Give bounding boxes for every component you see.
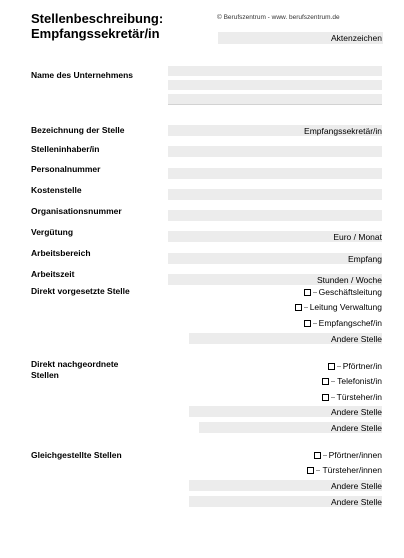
option-label: Pförtner/innen [328,450,382,460]
copyright-notice: © Berufszentrum - www. berufszentrum.de [217,14,340,21]
subordinate-label-line-2: Stellen [31,370,59,380]
cost-center-field[interactable] [168,189,382,200]
aktenzeichen-label: Aktenzeichen [330,33,382,43]
peer-option[interactable] [314,450,382,461]
checkbox-icon[interactable] [314,452,321,459]
company-field-1[interactable] [168,66,382,76]
subordinate-label-line-1: Direkt nachgeordnete [31,359,119,369]
option-label: Türsteher/innen [322,465,382,475]
dash-icon [304,307,308,308]
checkbox-icon[interactable] [307,467,314,474]
pay-label: Vergütung [31,227,74,237]
company-field-2[interactable] [168,80,382,90]
option-label: Empfangschef/in [318,318,382,328]
subordinate-option[interactable] [322,392,382,403]
title-line-2: Empfangssekretär/in [31,26,160,41]
supervisor-option[interactable] [304,318,382,329]
org-no-field[interactable] [168,210,382,221]
holder-label: Stelleninhaber/in [31,144,100,154]
peer-option[interactable] [307,465,382,476]
document-title [31,11,163,41]
checkbox-icon[interactable] [328,363,335,370]
dash-icon [316,470,320,471]
hours-label: Arbeitszeit [31,269,75,279]
personnel-no-field[interactable] [168,168,382,179]
holder-field[interactable] [168,146,382,157]
org-no-label: Organisationsnummer [31,206,122,216]
position-label: Bezeichnung der Stelle [31,125,125,135]
checkbox-icon[interactable] [304,320,311,327]
peers-label: Gleichgestellte Stellen [31,450,122,460]
option-label: Pförtner/in [342,361,382,371]
subordinate-label [31,359,118,381]
option-label: Türsteher/in [336,392,382,402]
dash-icon [313,323,317,324]
dash-icon [323,455,327,456]
dash-icon [337,366,341,367]
company-field-3[interactable] [168,94,382,104]
company-label: Name des Unternehmens [31,70,134,80]
dash-icon [331,381,335,382]
title-line-1: Stellenbeschreibung: [31,11,164,26]
supervisor-option[interactable] [295,302,382,313]
supervisor-other-label: Andere Stelle [330,334,382,344]
subordinate-option[interactable] [322,376,382,387]
dash-icon [313,292,317,293]
personnel-no-label: Personalnummer [31,164,101,174]
dash-icon [331,397,335,398]
supervisor-label: Direkt vorgesetzte Stelle [31,286,130,296]
checkbox-icon[interactable] [304,289,311,296]
cost-center-label: Kostenstelle [31,185,82,195]
company-underline [168,104,382,105]
option-label: Telefonist/in [337,376,382,386]
subordinate-other-label-2: Andere Stelle [330,423,382,433]
hours-value: Stunden / Woche [316,275,382,285]
peer-other-label-2: Andere Stelle [330,497,382,507]
checkbox-icon[interactable] [322,394,329,401]
area-value: Empfang [347,254,382,264]
option-label: Leitung Verwaltung [309,302,382,312]
peer-other-label-1: Andere Stelle [330,481,382,491]
pay-value: Euro / Monat [333,232,382,242]
subordinate-option[interactable] [328,361,382,372]
area-label: Arbeitsbereich [31,248,91,258]
subordinate-other-label-1: Andere Stelle [330,407,382,417]
option-label: Geschäftsleitung [318,287,382,297]
position-value: Empfangssekretär/in [304,126,382,136]
checkbox-icon[interactable] [322,378,329,385]
checkbox-icon[interactable] [295,304,302,311]
supervisor-option[interactable] [304,287,382,298]
